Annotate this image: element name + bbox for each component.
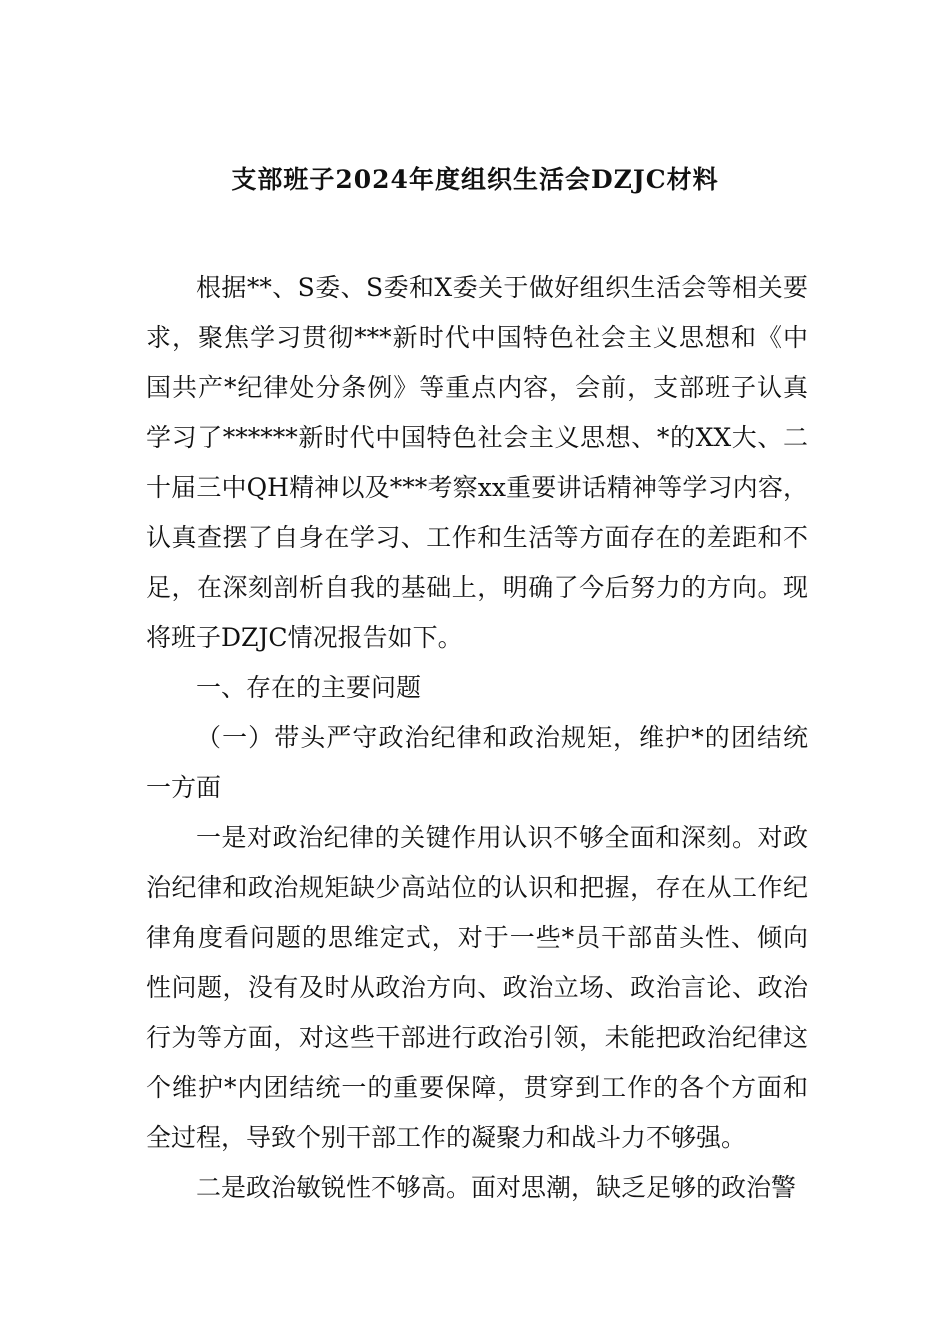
document-body bbox=[146, 263, 808, 1213]
body-paragraph: 二是政治敏锐性不够高。面对思潮，缺乏足够的政治警 bbox=[196, 1173, 797, 1202]
body-paragraph: 一是对政治纪律的关键作用认识不够全面和深刻。对政治纪律和政治规矩缺少高站位的认识和把握，存在从工作纪律角度看问题的思维定式，对于一些*员干部苗头性、倾向性问题，没有及时从政治方向、政治立场、政治言论、政治行为等方面，对这些干部进行政治引领，未能把政治纪律这个维护*内团结统一的重要保障，贯穿到工作的各个方面和全过程，导致个别干部工作的凝聚力和战斗力不够强。 bbox=[146, 823, 808, 1152]
subsection-heading: （一）带头严守政治纪律和政治规矩，维护*的团结统一方面 bbox=[146, 723, 808, 802]
intro-paragraph: 根据**、S委、S委和X委关于做好组织生活会等相关要求，聚焦学习贯彻***新时代中国特色社会主义思想和《中国共产*纪律处分条例》等重点内容，会前，支部班子认真学习了******新时代中国特色社会主义思想、*的XX大、二十届三中QH精神以及***考察xx重要讲话精神等学习内容，认真查摆了自身在学习、工作和生活等方面存在的差距和不足，在深刻剖析自我的基础上，明确了今后努力的方向。现将班子DZJC情况报告如下。 bbox=[146, 273, 808, 652]
document-title: 支部班子2024年度组织生活会DZJC材料 bbox=[231, 165, 719, 194]
section-heading: 一、存在的主要问题 bbox=[196, 673, 422, 702]
